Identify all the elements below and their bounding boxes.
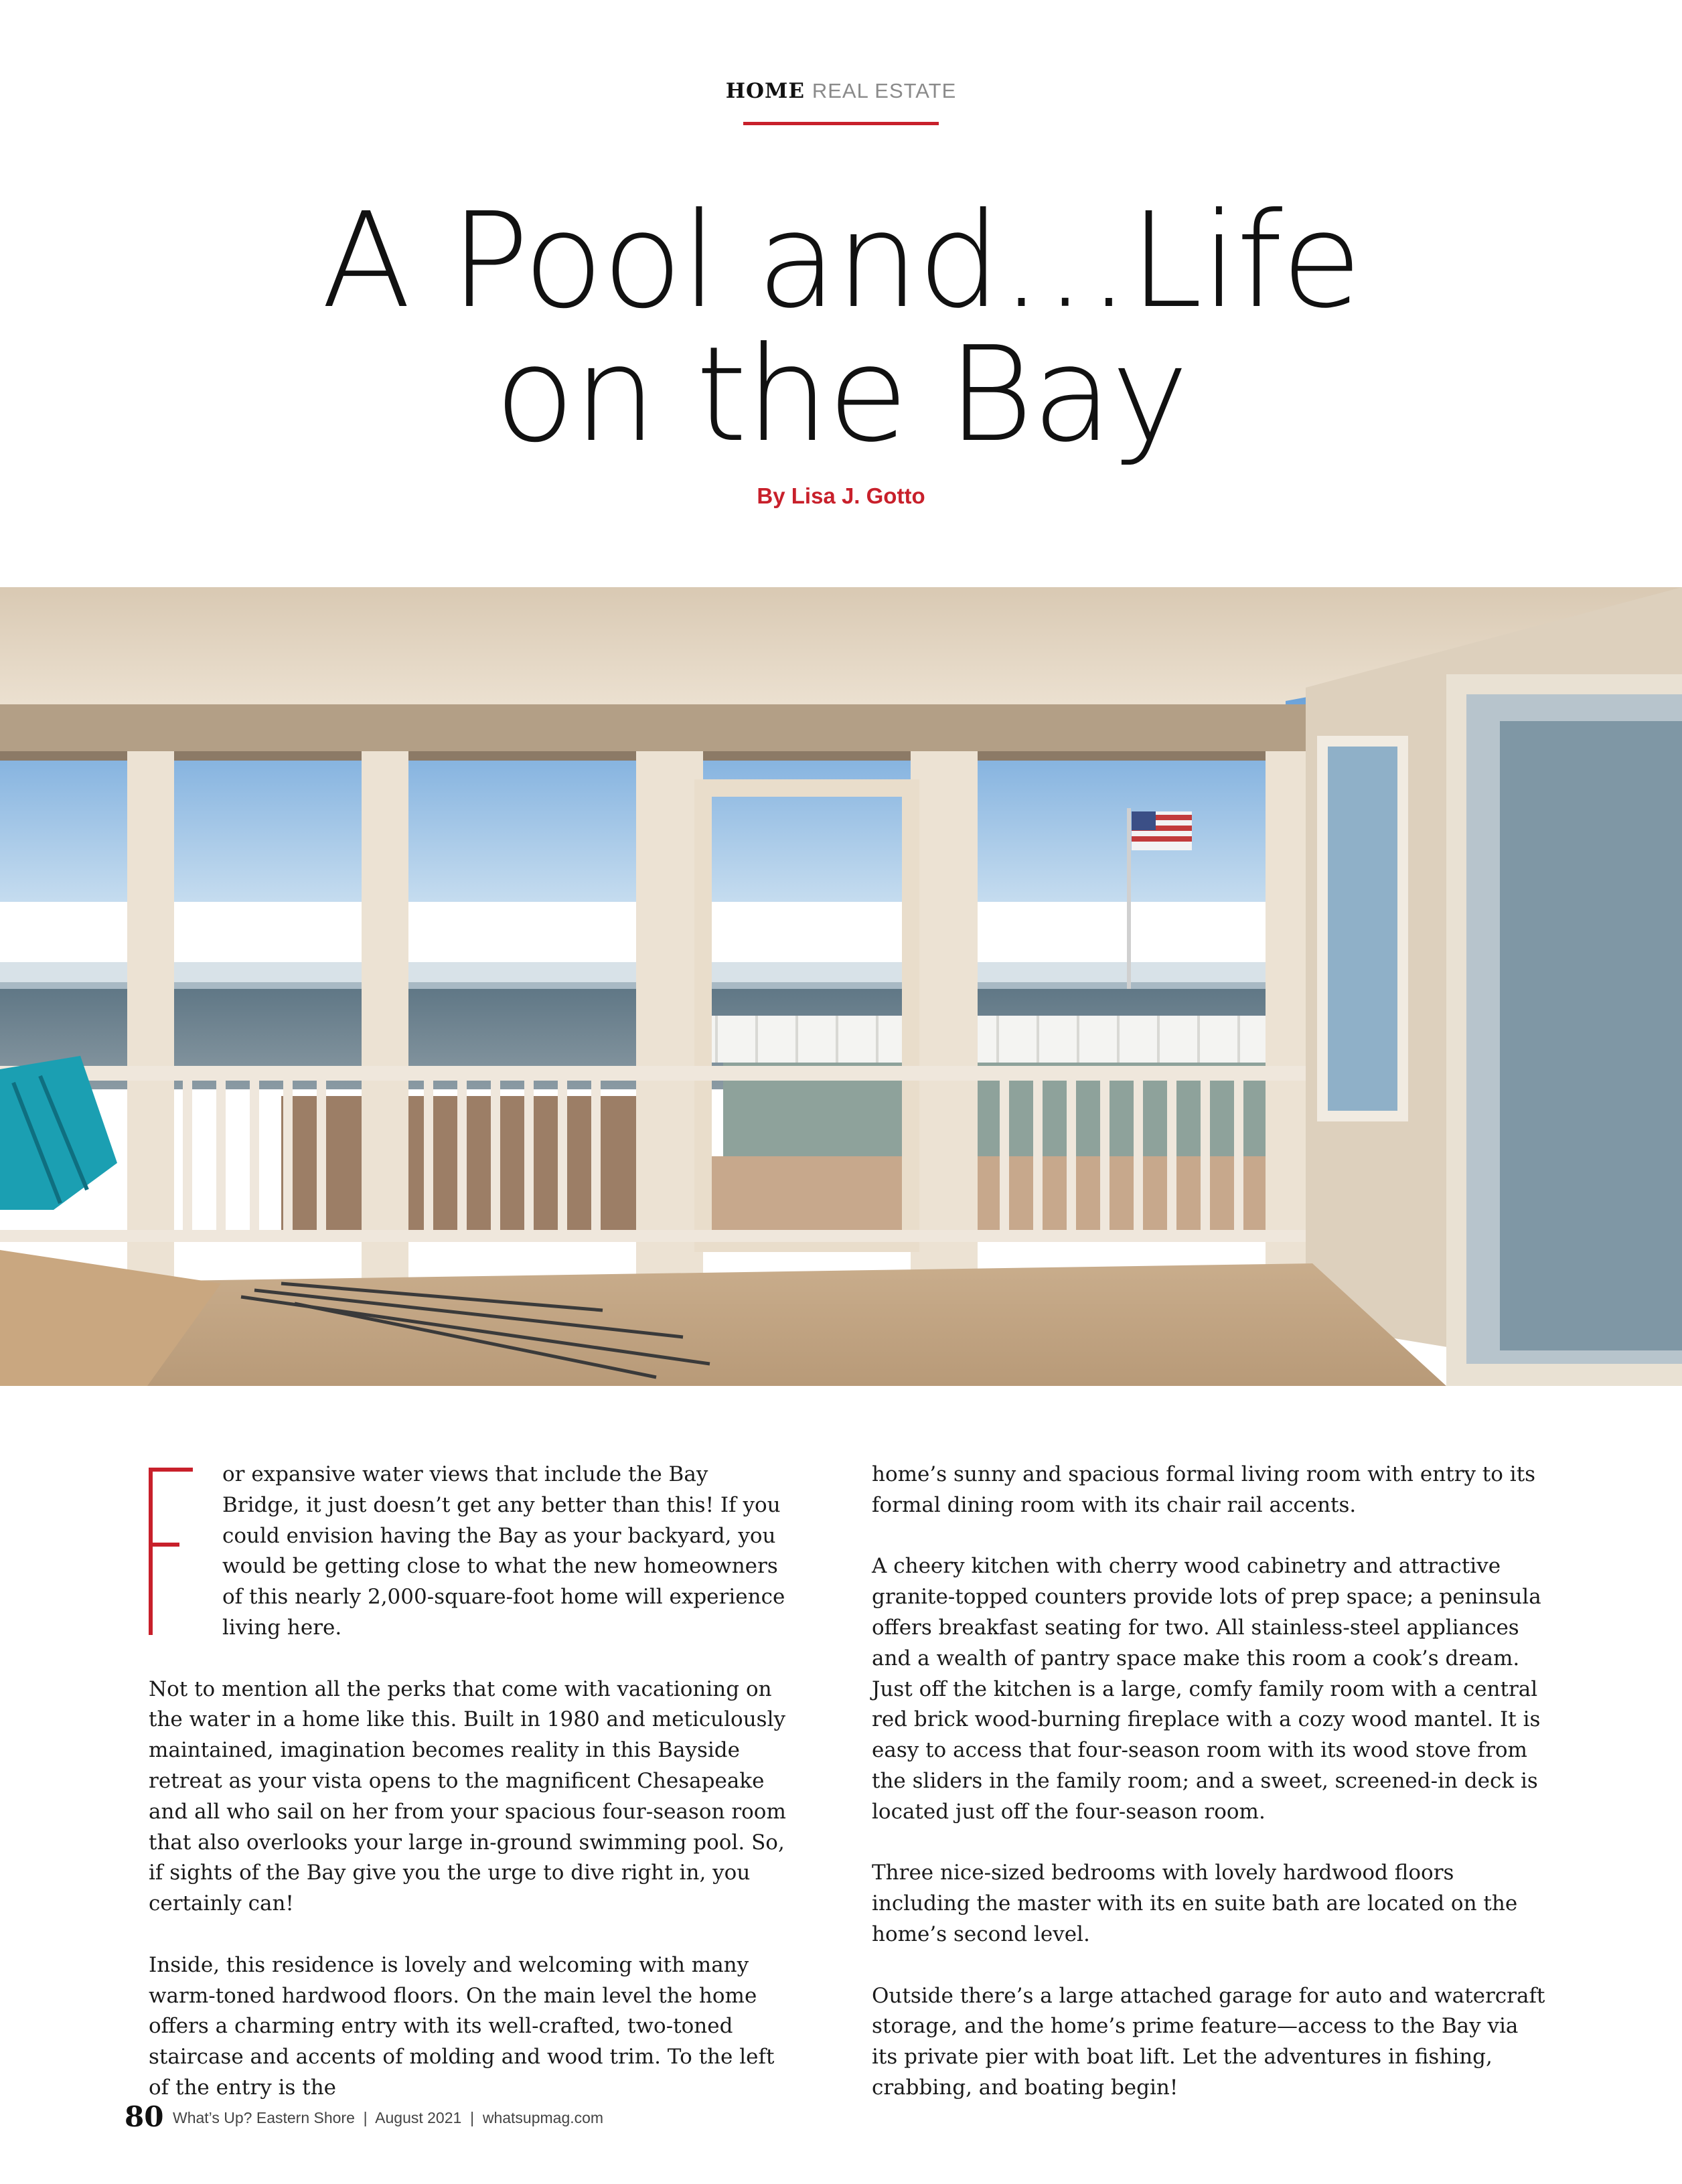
- paragraph: home’s sunny and spacious formal living room with entry to its formal dining room with its chair rail accents.: [872, 1462, 1536, 1517]
- article-column-right: [872, 1460, 1548, 2134]
- section-rule: [743, 122, 939, 125]
- section-primary: HOME: [725, 79, 805, 103]
- porch-bay-photo: [0, 587, 1682, 1386]
- section-secondary: REAL ESTATE: [812, 79, 957, 102]
- headline-line-1: A Pool and…Life: [321, 185, 1361, 337]
- flag-icon: [1132, 811, 1192, 850]
- paragraph: Inside, this residence is lovely and welcoming with many warm-toned hardwood floors. On the main level the home offers a charming entry with its well-crafted, two-toned staircase and accents of molding and wood trim. To the left of the entry is the: [149, 1952, 775, 2100]
- paragraph: or expansive water views that include the Bay Bridge, it just doesn’t get any better than this! If you could envision having the Bay as your backyard, you would be getting close to what the new homeowners of this nearly 2,000-square-foot home will experience living here.: [222, 1462, 785, 1640]
- section-label: [0, 79, 1682, 103]
- footer-publication: What’s Up? Eastern Shore | August 2021 | whatsupmag.com: [173, 2109, 604, 2126]
- article-column-left: [149, 1460, 791, 2134]
- article-headline: [0, 185, 1682, 471]
- byline: By Lisa J. Gotto: [757, 483, 925, 508]
- paragraph: A cheery kitchen with cherry wood cabinetry and attractive granite-topped counters provide lots of prep space; a peninsula offers breakfast seating for two. All stainless-steel appliances and a wealth of pantry space make this room a cook’s dream. Just off the kitchen is a large, comfy family room with a central red brick wood-burning fireplace with a cozy wood mantel. It is easy to access that four-season room with its wood stove from the sliders in the family room; and a sweet, screened-in deck is located just off the four-season room.: [872, 1554, 1541, 1824]
- page-number: 80: [125, 2100, 164, 2133]
- headline-line-2: on the Bay: [494, 319, 1188, 471]
- paragraph: Three nice-sized bedrooms with lovely hardwood floors including the master with its en suite bath are located on the home’s second level.: [872, 1861, 1518, 1946]
- paragraph: Outside there’s a large attached garage for auto and watercraft storage, and the home’s prime feature—access to the Bay via its private pier with boat lift. Let the adventures in fishing, crabbing, and boating begin!: [872, 1983, 1545, 2100]
- paragraph: Not to mention all the perks that come with vacationing on the water in a home like this. Built in 1980 and meticulously maintained, imagination becomes reality in this Bayside retreat as your vista opens to the magnificent Chesapeake and all who sail on her from your spacious four-season room that also overlooks your large in-ground swimming pool. So, if sights of the Bay give you the urge to dive right in, you certainly can!: [149, 1676, 786, 1916]
